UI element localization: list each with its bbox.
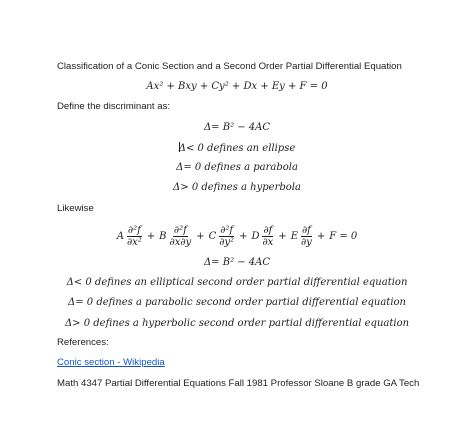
pde-coef-e: E — [290, 230, 298, 242]
second-order-pde — [0, 219, 474, 253]
document-title: Classification of a Conic Section and a Second Order Partial Differential Equation — [57, 61, 402, 72]
references-label: References: — [57, 337, 109, 348]
pde-term-a-denominator: ∂x² — [126, 236, 142, 248]
pde-term-b-numerator: ∂²f — [173, 224, 187, 236]
pde-term-c-denominator: ∂y² — [219, 236, 235, 248]
pde-coef-b: B — [159, 230, 167, 242]
pde-term-c-numerator: ∂²f — [220, 224, 234, 236]
pde-coef-d: D — [251, 230, 260, 242]
pde-term-c — [218, 225, 235, 248]
pde-term-e-numerator: ∂f — [301, 224, 311, 236]
pde-term-a — [126, 225, 143, 248]
hyperbolic-pde-case: Δ> 0 defines a hyperbolic second order partial differential equation — [64, 318, 410, 329]
ellipse-case-text: Δ< 0 defines an ellipse — [178, 143, 296, 154]
pde-tail: F = 0 — [329, 230, 358, 242]
pde-term-e — [300, 225, 313, 248]
define-discriminant-label: Define the discriminant as: — [57, 101, 171, 112]
plus-sign: + — [196, 230, 205, 242]
pde-term-d — [261, 225, 274, 248]
plus-sign: + — [146, 230, 156, 242]
pde-term-d-denominator: ∂x — [262, 236, 274, 248]
discriminant-formula: Δ= B² − 4AC — [203, 122, 271, 133]
pde-coef-c: C — [208, 230, 217, 242]
ellipse-case — [0, 142, 474, 154]
wikipedia-reference-link[interactable]: Conic section - Wikipedia — [57, 357, 165, 368]
hyperbola-case: Δ> 0 defines a hyperbola — [173, 182, 301, 193]
pde-discriminant-formula: Δ= B² − 4AC — [203, 257, 271, 268]
pde-term-b-denominator: ∂x∂y — [169, 236, 192, 248]
pde-term-a-numerator: ∂²f — [127, 224, 141, 236]
pde-term-d-numerator: ∂f — [263, 224, 273, 236]
plus-sign: + — [239, 230, 248, 242]
parabolic-pde-case: Δ= 0 defines a parabolic second order partial differential equation — [68, 297, 406, 308]
pde-term-b — [169, 225, 193, 248]
course-note: Math 4347 Partial Differential Equations Fall 1981 Professor Sloane B grade GA Tech — [57, 378, 420, 389]
general-conic-equation: Ax² + Bxy + Cy² + Dx + Ey + F = 0 — [146, 81, 328, 92]
plus-sign: + — [278, 230, 287, 242]
elliptic-pde-case: Δ< 0 defines an elliptical second order partial differential equation — [66, 277, 408, 288]
plus-sign: + — [316, 230, 326, 242]
pde-term-e-denominator: ∂y — [301, 236, 312, 248]
likewise-label: Likewise — [57, 203, 94, 214]
parabola-case: Δ= 0 defines a parabola — [176, 162, 298, 173]
pde-coef-a: A — [116, 230, 124, 242]
